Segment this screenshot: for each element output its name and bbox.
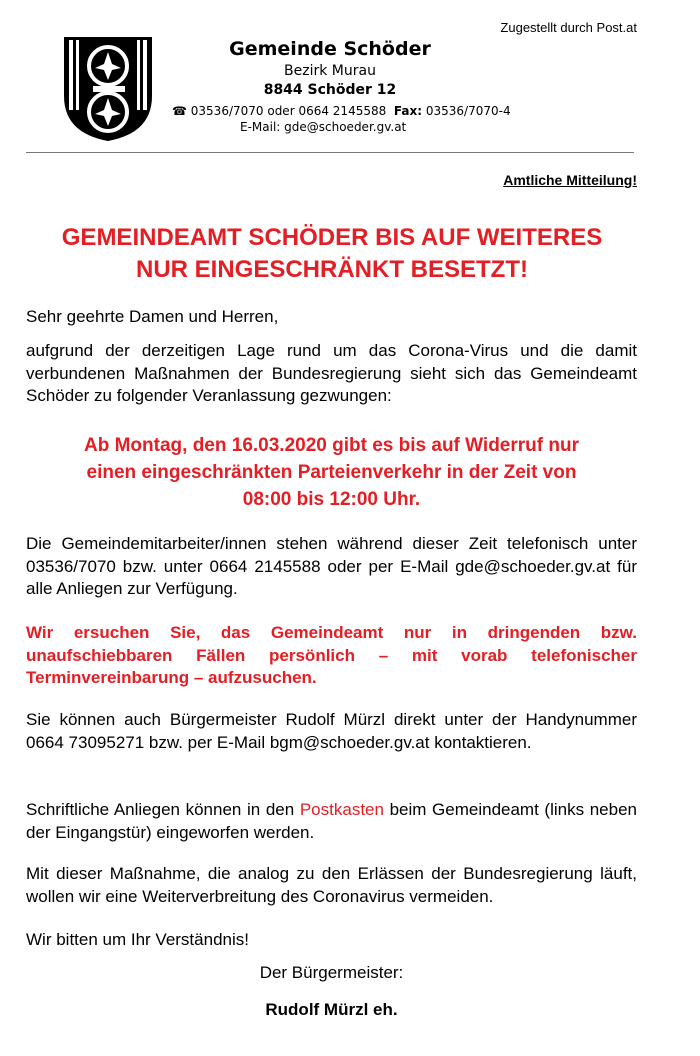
paragraph-intro: aufgrund der derzeitigen Lage rund um das Corona-Virus und die damit verbundenen Maßnahmen der Bundesregierung sieht sich das Gemeindeamt Schöder zu folgender Veranlassung gezwungen: <box>26 341 637 405</box>
mailbox-highlight: Postkasten <box>299 800 384 819</box>
delivery-note: Zugestellt durch Post.at <box>500 20 637 35</box>
notice-label: Amtliche Mitteilung! <box>503 172 637 188</box>
paragraph-request: Wir ersuchen Sie, das Gemeindeamt nur in dringenden bzw. unaufschiebbaren Fällen persönlich – mit vorab telefonischer Terminvereinbarung – aufzusuchen. <box>26 623 637 687</box>
letterhead <box>165 36 495 100</box>
opening-hours-highlight <box>26 432 637 513</box>
district: Bezirk Murau <box>284 63 376 79</box>
phone-icon: ☎ <box>172 104 187 118</box>
headline-line: NUR EINGESCHRÄNKT BESETZT! <box>135 256 528 283</box>
paragraph-thanks: Wir bitten um Ihr Verständnis! <box>26 930 249 949</box>
municipality-name: Gemeinde Schöder <box>229 38 431 60</box>
text: Schriftliche Anliegen können in den <box>26 800 300 819</box>
signer: Rudolf Mürzl eh. <box>265 1000 398 1019</box>
text: beim Gemeindeamt (links neben der Eingangstür) eingeworfen werden. <box>26 800 637 842</box>
headline <box>20 222 644 286</box>
phone-numbers: 03536/7070 oder 0664 2145588 <box>190 104 387 118</box>
headline-line: GEMEINDEAMT SCHÖDER BIS AUF WEITERES <box>61 224 603 251</box>
paragraph-contact: Die Gemeindemitarbeiter/innen stehen während dieser Zeit telefonisch unter 03536/7070 bzw. unter 0664 2145588 oder per E-Mail gde@schoeder.gv.at für alle Anliegen zur Verfügung. <box>26 534 637 598</box>
highlight-line: 08:00 bis 12:00 Uhr. <box>242 489 421 510</box>
coat-of-arms-icon <box>63 36 153 142</box>
highlight-line: einen eingeschränkten Parteienverkehr in der Zeit von <box>86 462 577 483</box>
paragraph-mayor: Sie können auch Bürgermeister Rudolf Mürzl direkt unter der Handynummer 0664 73095271 bzw. per E-Mail bgm@schoeder.gv.at kontaktieren. <box>26 710 637 752</box>
contact-email: E-Mail: gde@schoeder.gv.at <box>240 120 407 134</box>
salutation: Sehr geehrte Damen und Herren, <box>26 307 279 326</box>
fax-label: Fax: <box>393 104 423 118</box>
paragraph-mailbox <box>26 799 637 844</box>
fax-number: 03536/7070-4 <box>425 104 511 118</box>
signoff: Der Bürgermeister: <box>259 963 404 982</box>
header-divider <box>26 152 634 153</box>
address: 8844 Schöder 12 <box>263 82 397 98</box>
contact-line <box>172 102 511 120</box>
highlight-line: Ab Montag, den 16.03.2020 gibt es bis auf Widerruf nur <box>84 435 579 456</box>
paragraph-measure: Mit dieser Maßnahme, die analog zu den Erlässen der Bundesregierung läuft, wollen wir eine Weiterverbreitung des Coronavirus vermeiden. <box>26 864 637 906</box>
